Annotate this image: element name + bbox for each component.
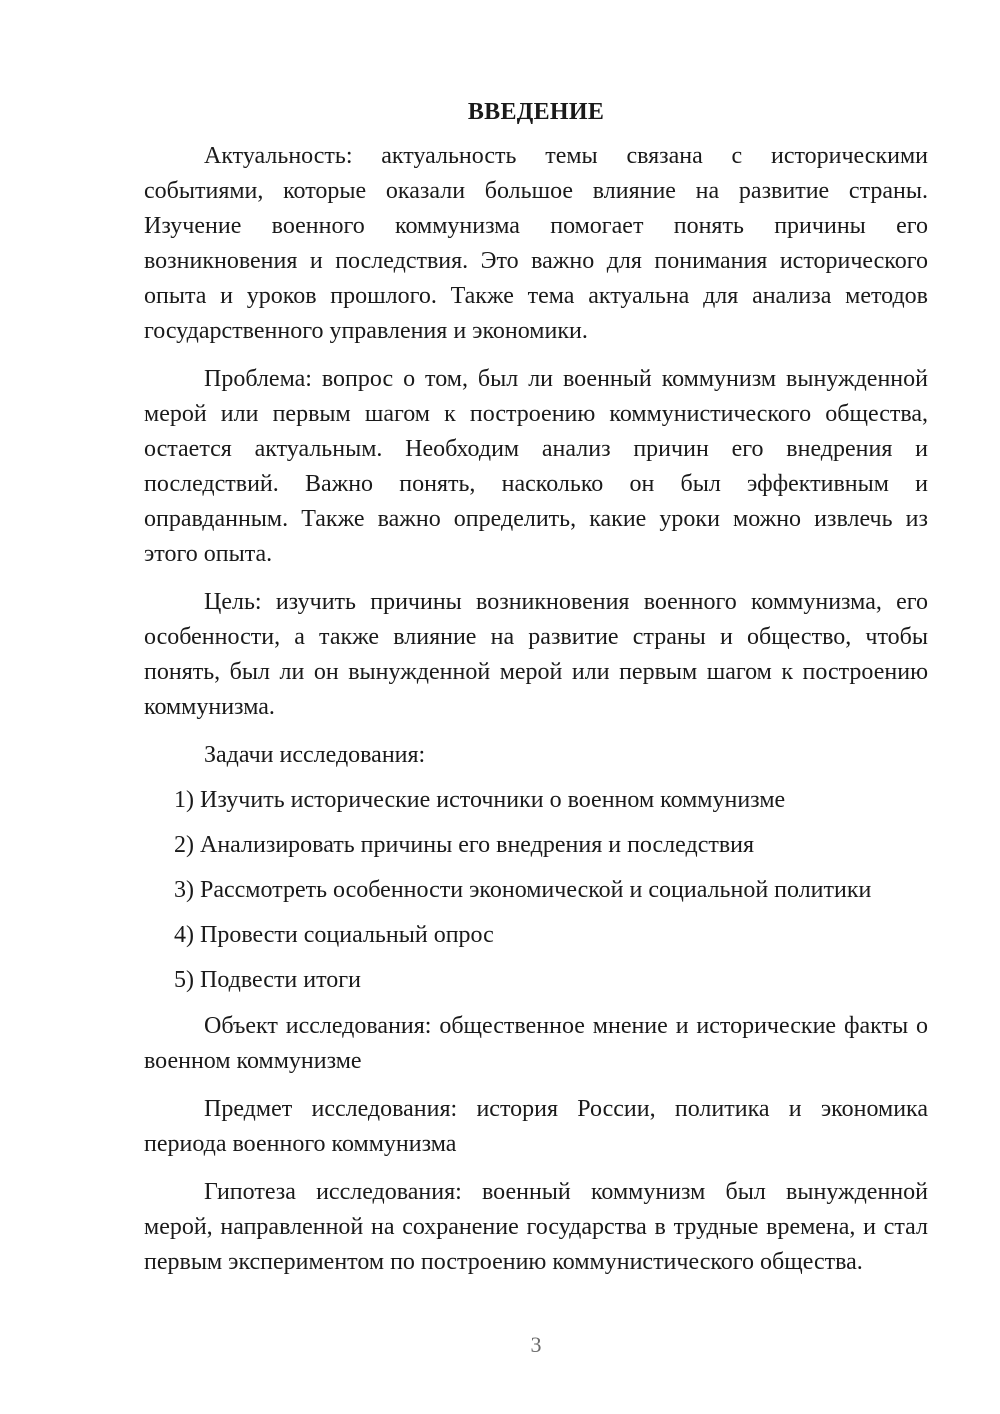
tasks-list (144, 783, 928, 998)
subject-paragraph: Предмет исследования: история России, политика и экономика периода военного коммунизма (144, 1096, 928, 1157)
object-paragraph: Объект исследования: общественное мнение и исторические факты о военном коммунизме (144, 1013, 928, 1074)
page-title: ВВЕДЕНИЕ (467, 99, 605, 125)
list-item: 4) Провести социальный опрос (174, 922, 494, 948)
document-body (144, 96, 928, 1293)
page-number: 3 (530, 1332, 542, 1357)
list-item: 5) Подвести итоги (174, 967, 361, 993)
list-item: 1) Изучить исторические источники о военном коммунизме (174, 787, 786, 813)
goal-paragraph: Цель: изучить причины возникновения военного коммунизма, его особенности, а также влияние на развитие страны и общество, чтобы понять, был ли он вынужденной мерой или первым шагом к построению коммунизма. (144, 589, 928, 720)
relevance-paragraph: Актуальность: актуальность темы связана с историческими событиями, которые оказали большое влияние на развитие страны. Изучение военного коммунизма помогает понять причины его возникновения и последствия. Это важно для понимания исторического опыта и уроков прошлого. Также тема актуальна для анализа методов государственного управления и экономики. (144, 143, 928, 344)
tasks-heading: Задачи исследования: (204, 742, 426, 768)
list-item: 2) Анализировать причины его внедрения и последствия (174, 832, 755, 858)
hypothesis-paragraph: Гипотеза исследования: военный коммунизм был вынужденной мерой, направленной на сохранение государства в трудные времена, и стал первым экспериментом по построению коммунистического общества. (144, 1179, 928, 1275)
problem-paragraph: Проблема: вопрос о том, был ли военный коммунизм вынужденной мерой или первым шагом к построению коммунистического общества, остается актуальным. Необходим анализ причин его внедрения и последствий. Важно понять, насколько он был эффективным и оправданным. Также важно определить, какие уроки можно извлечь из этого опыта. (144, 366, 928, 567)
list-item: 3) Рассмотреть особенности экономической и социальной политики (174, 877, 872, 903)
